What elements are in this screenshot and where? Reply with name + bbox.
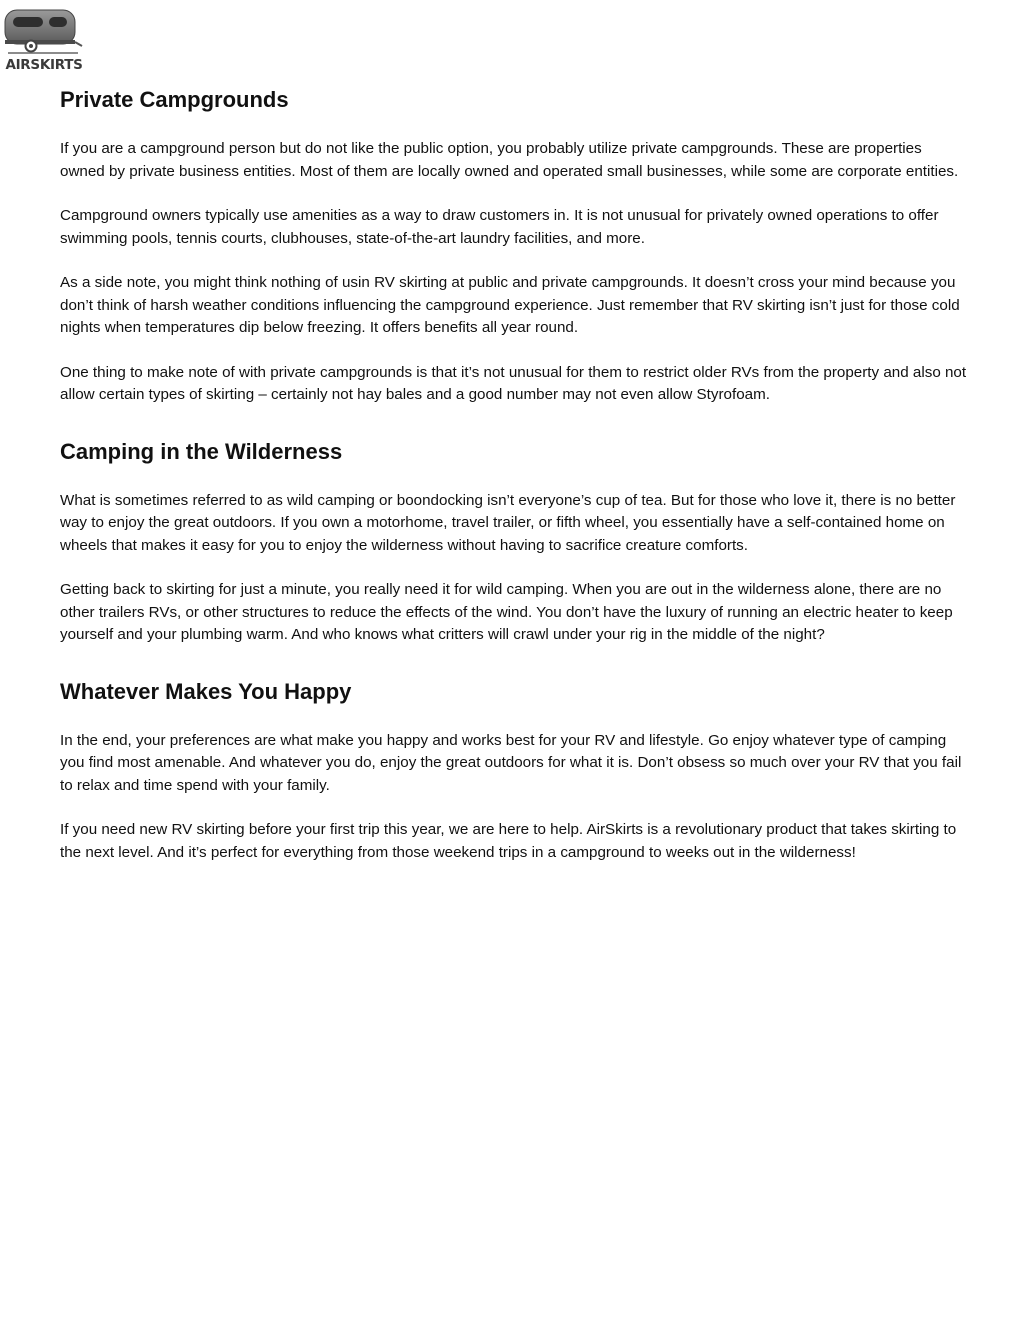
paragraph: Getting back to skirting for just a minute, you really need it for wild camping. When you are out in the wilderness alone, there are no other trailers RVs, or other structures to reduce the effects of the wind. You don’t have the luxury of running an electric heater to keep yourself and your plumbing warm. And who knows what critters will crawl under your rig in the middle of the night? — [60, 581, 953, 643]
paragraph: In the end, your preferences are what make you happy and works best for your RV and lifestyle. Go enjoy whatever type of camping you find most amenable. And whatever you do, enjoy the great outdoors for what it is. Don’t obsess so much over your RV that you fail to relax and time spend with your family. — [60, 731, 962, 794]
paragraph: Campground owners typically use amenities as a way to draw customers in. It is not unusual for privately owned operations to offer swimming pools, tennis courts, clubhouses, state-of-the-art laundry facilities, and more. — [60, 207, 939, 247]
rv-trailer-icon — [4, 8, 84, 58]
paragraph: What is sometimes referred to as wild camping or boondocking isn’t everyone’s cup of tea. But for those who love it, there is no better way to enjoy the great outdoors. If you own a motorhome, travel trailer, or fifth wheel, you essentially have a self-contained home on wheels that makes it easy for you to enjoy the wilderness without having to sacrifice creature comforts. — [60, 491, 956, 554]
section-private-campgrounds — [60, 84, 968, 407]
section-heading: Whatever Makes You Happy — [60, 678, 352, 704]
paragraph: If you need new RV skirting before your first trip this year, we are here to help. AirSkirts is a revolutionary product that takes skirting to the next level. And it’s perfect for everything from those weekend trips in a campground to weeks out in the wilderness! — [60, 821, 957, 861]
section-whatever-makes-you-happy — [60, 676, 968, 865]
section-camping-in-the-wilderness — [60, 436, 968, 647]
airskirts-logo — [4, 8, 84, 76]
paragraph: One thing to make note of with private campgrounds is that it’s not unusual for them to restrict older RVs from the property and also not allow certain types of skirting – certainly not hay bales and a good number may not even allow Styrofoam. — [60, 363, 967, 403]
paragraph: If you are a campground person but do not like the public option, you probably utilize private campgrounds. These are properties owned by private business entities. Most of them are locally owned and operated small businesses, while some are corporate entities. — [60, 140, 959, 180]
document-body — [60, 84, 968, 864]
logo-wordmark: AIRSKIRTS — [5, 57, 83, 73]
paragraph: As a side note, you might think nothing of usin RV skirting at public and private campgrounds. It doesn’t cross your mind because you don’t think of harsh weather conditions influencing the campground experience. Just remember that RV skirting isn’t just for those cold nights when temperatures dip below freezing. It offers benefits all year round. — [60, 274, 960, 336]
section-heading: Camping in the Wilderness — [60, 438, 343, 464]
section-heading: Private Campgrounds — [60, 87, 289, 112]
